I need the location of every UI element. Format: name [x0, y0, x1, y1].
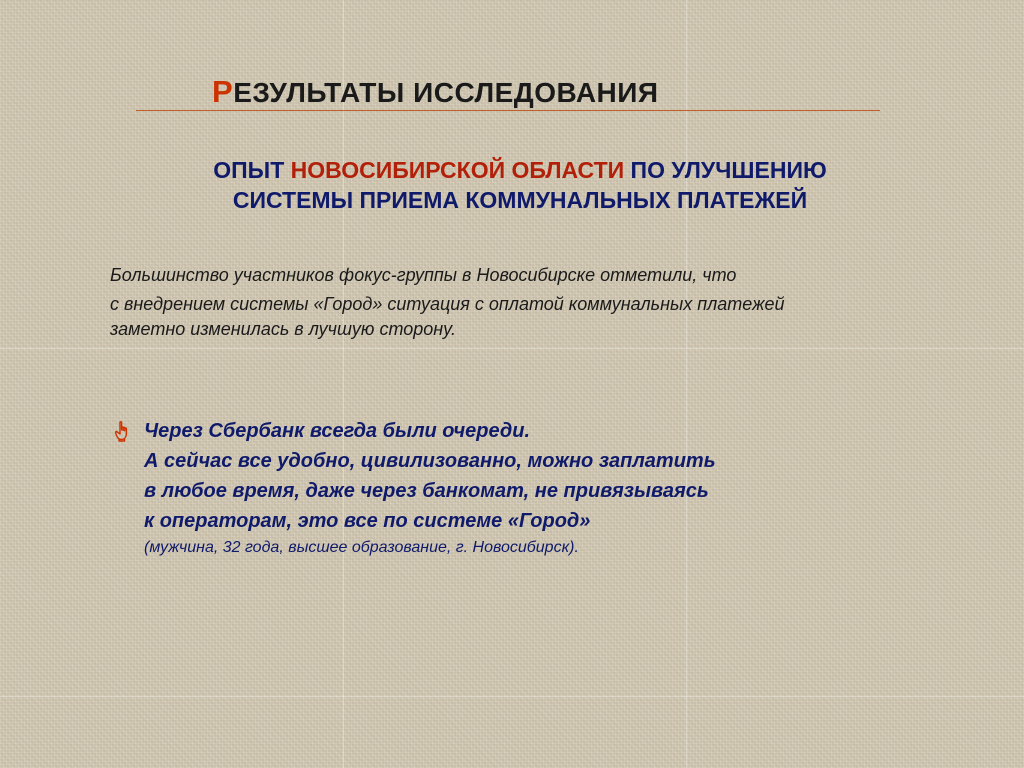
slide-title-rest: ЕЗУЛЬТАТЫ ИССЛЕДОВАНИЯ [233, 77, 659, 108]
background-grid-line [343, 0, 344, 768]
quote-line: к операторам, это все по системе «Город» [144, 510, 591, 532]
slide-subtitle [120, 155, 920, 215]
subtitle-part-1: ОПЫТ [213, 157, 291, 183]
background-grid-line [0, 348, 1024, 349]
pointing-hand-icon [112, 420, 134, 442]
quote-line: в любое время, даже через банкомат, не привязываясь [144, 480, 709, 502]
subtitle-part-2: ПО УЛУЧШЕНИЮ [624, 157, 827, 183]
background-grid-line [0, 696, 1024, 697]
background-grid-line [686, 0, 687, 768]
subtitle-highlight: НОВОСИБИРСКОЙ ОБЛАСТИ [290, 157, 625, 183]
intro-line: Большинство участников фокус-группы в Новосибирске отметили, что [110, 265, 737, 285]
subtitle-line-1 [120, 155, 920, 185]
intro-line: с внедрением системы «Город» ситуация с оплатой коммунальных платежей [110, 294, 785, 314]
slide-title [212, 74, 659, 110]
title-underline [136, 110, 880, 111]
intro-paragraph [110, 261, 990, 344]
quote-attribution: (мужчина, 32 года, высшее образование, г. Новосибирск). [144, 539, 579, 556]
slide-title-initial: Р [212, 74, 234, 109]
quote-line: Через Сбербанк всегда были очереди. [144, 420, 531, 442]
quote-text [144, 416, 964, 560]
subtitle-line-2: СИСТЕМЫ ПРИЕМА КОММУНАЛЬНЫХ ПЛАТЕЖЕЙ [232, 187, 808, 213]
intro-line: заметно изменилась в лучшую сторону. [110, 319, 456, 339]
quote-line: А сейчас все удобно, цивилизованно, можно заплатить [144, 450, 716, 472]
